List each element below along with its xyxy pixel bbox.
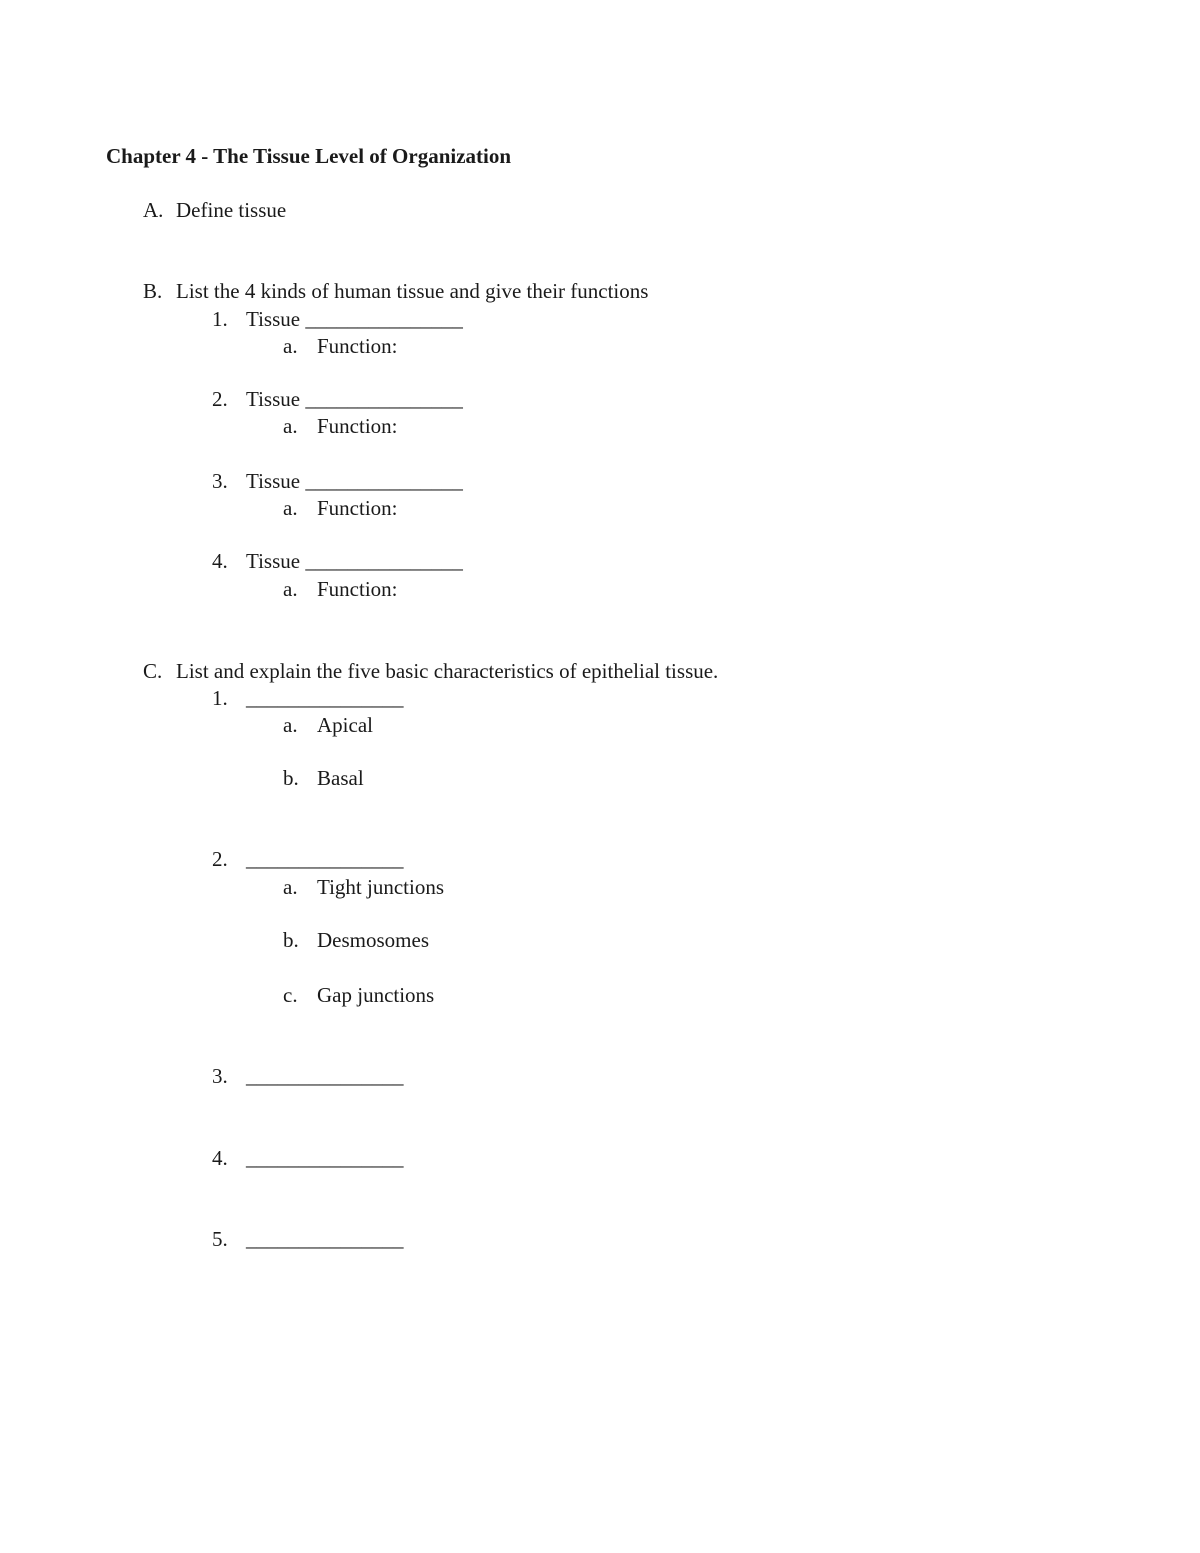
section-b-item-number: 3. [212, 469, 228, 493]
section-c-sub-marker: c. [283, 983, 298, 1007]
section-c-sub-text: Tight junctions [317, 875, 445, 899]
section-c-item-number: 2. [212, 847, 228, 871]
section-c-item-blank: _______________ [246, 1146, 404, 1170]
section-b-sub-marker: a. [283, 577, 298, 601]
section-b-sub-text: Function: [317, 414, 398, 438]
section-c-text: List and explain the five basic characteristics of epithelial tissue. [176, 659, 719, 683]
section-c-item-blank: _______________ [246, 686, 404, 710]
section-b-item-text: Tissue _______________ [246, 307, 463, 331]
section-b-item-text: Tissue _______________ [246, 469, 463, 493]
section-b-sub-marker: a. [283, 496, 298, 520]
section-a-marker: A. [143, 198, 164, 222]
section-b-sub-marker: a. [283, 334, 298, 358]
section-a-text: Define tissue [176, 198, 287, 222]
section-c-sub-marker: a. [283, 713, 298, 737]
section-c-item-blank: _______________ [246, 847, 404, 871]
section-b-sub-marker: a. [283, 414, 298, 438]
section-b-item-text: Tissue _______________ [246, 549, 463, 573]
section-c-item-blank: _______________ [246, 1227, 404, 1251]
section-c-sub-text: Basal [317, 766, 364, 790]
section-c-sub-marker: a. [283, 875, 298, 899]
section-c-sub-marker: b. [283, 928, 299, 952]
section-b-text: List the 4 kinds of human tissue and give their functions [176, 279, 649, 303]
page-title: Chapter 4 - The Tissue Level of Organization [106, 144, 512, 168]
section-c-sub-text: Gap junctions [317, 983, 435, 1007]
section-c-item-number: 3. [212, 1064, 228, 1088]
section-b-item-text: Tissue _______________ [246, 387, 463, 411]
section-c-sub-marker: b. [283, 766, 299, 790]
section-c-item-number: 5. [212, 1227, 228, 1251]
section-c-marker: C. [143, 659, 163, 683]
section-b-marker: B. [143, 279, 163, 303]
section-b-sub-text: Function: [317, 496, 398, 520]
section-c-item-number: 4. [212, 1146, 228, 1170]
section-b-sub-text: Function: [317, 334, 398, 358]
section-c-sub-text: Apical [317, 713, 373, 737]
section-b-item-number: 4. [212, 549, 228, 573]
section-b-sub-text: Function: [317, 577, 398, 601]
section-c-item-number: 1. [212, 686, 228, 710]
section-c-item-blank: _______________ [246, 1064, 404, 1088]
section-c-sub-text: Desmosomes [317, 928, 429, 952]
section-b-item-number: 1. [212, 307, 228, 331]
section-b-item-number: 2. [212, 387, 228, 411]
